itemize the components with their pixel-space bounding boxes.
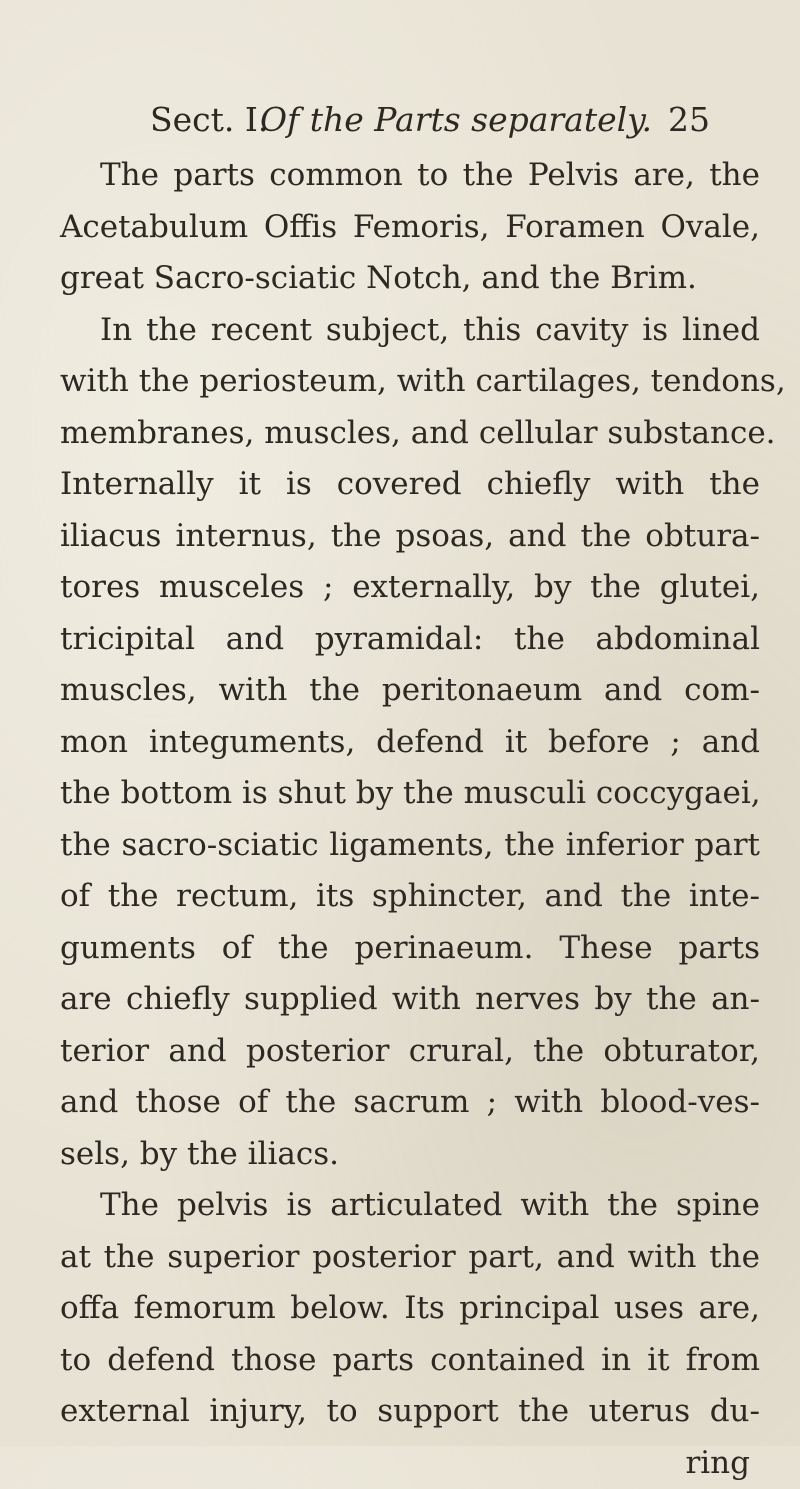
text-line: offa femorum below. Its principal uses are, [60, 1283, 760, 1335]
text-line: great Sacro-sciatic Notch, and the Brim. [60, 253, 760, 305]
text-line: external injury, to support the uterus du- [60, 1386, 760, 1438]
body-text [60, 150, 760, 1489]
text-line: of the rectum, its sphincter, and the inte- [60, 871, 760, 923]
text-line: sels, by the iliacs. [60, 1129, 760, 1181]
catchword: ring [60, 1438, 760, 1489]
text-line: The pelvis is articulated with the spine [60, 1180, 760, 1232]
text-line: to defend those parts contained in it from [60, 1335, 760, 1387]
text-line: terior and posterior crural, the obturator, [60, 1026, 760, 1078]
text-line: the bottom is shut by the musculi coccygaei, [60, 768, 760, 820]
section-label: Sect. I. [150, 96, 268, 144]
text-line: muscles, with the peritonaeum and com- [60, 665, 760, 717]
text-line: tores musceles ; externally, by the glutei, [60, 562, 760, 614]
text-line: with the periosteum, with cartilages, tendons, [60, 356, 760, 408]
text-line: The parts common to the Pelvis are, the [60, 150, 760, 202]
text-line: tricipital and pyramidal: the abdominal [60, 614, 760, 666]
running-title: Of the Parts separately. [260, 96, 652, 144]
text-line: Acetabulum Offis Femoris, Foramen Ovale, [60, 202, 760, 254]
running-header [150, 96, 710, 144]
text-line: In the recent subject, this cavity is lined [60, 305, 760, 357]
text-line: mon integuments, defend it before ; and [60, 717, 760, 769]
text-line: membranes, muscles, and cellular substance. [60, 408, 760, 460]
text-line: iliacus internus, the psoas, and the obtura- [60, 511, 760, 563]
text-line: at the superior posterior part, and with the [60, 1232, 760, 1284]
text-line: are chiefly supplied with nerves by the an- [60, 974, 760, 1026]
page-number: 25 [668, 96, 710, 144]
text-line: guments of the perinaeum. These parts [60, 923, 760, 975]
text-line: the sacro-sciatic ligaments, the inferior part [60, 820, 760, 872]
text-line: Internally it is covered chiefly with the [60, 459, 760, 511]
text-line: and those of the sacrum ; with blood-ves- [60, 1077, 760, 1129]
